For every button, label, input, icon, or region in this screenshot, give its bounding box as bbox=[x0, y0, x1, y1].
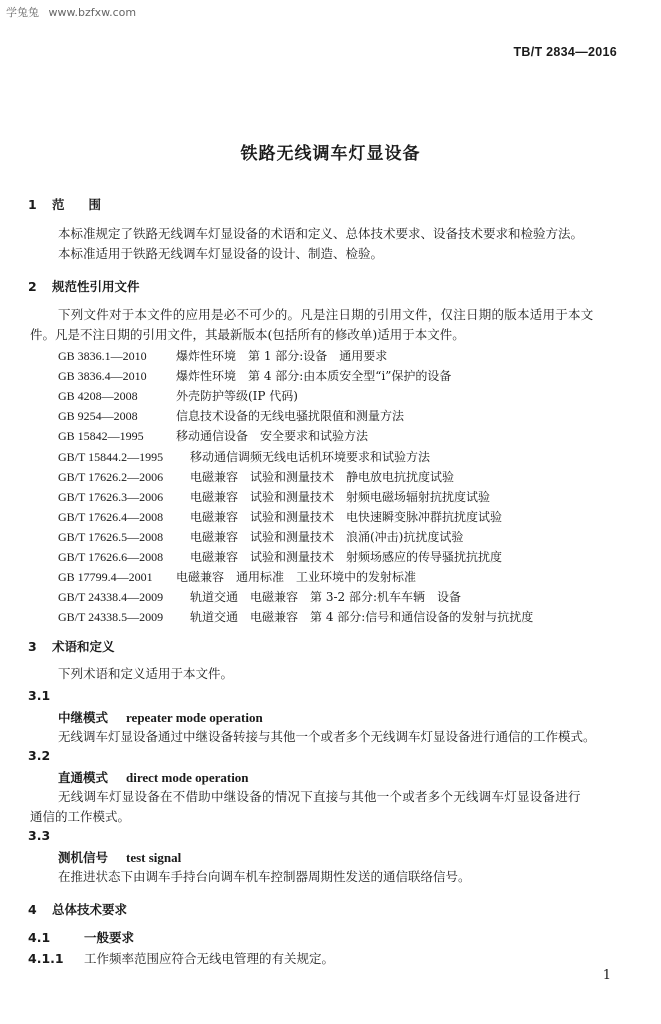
section-title: 范围 bbox=[52, 197, 126, 212]
watermark-url: www.bzfxw.com bbox=[48, 6, 137, 19]
reference-code: GB 15842—1995 bbox=[58, 429, 144, 444]
term-heading bbox=[58, 848, 181, 866]
reference-title: 轨道交通 电磁兼容 第 4 部分:信号和通信设备的发射与抗扰度 bbox=[190, 610, 534, 625]
section-3-heading bbox=[28, 637, 115, 655]
term-en: repeater mode operation bbox=[126, 710, 263, 725]
section-number: 4 bbox=[28, 902, 37, 917]
term-number: 3.2 bbox=[28, 748, 51, 763]
reference-code: GB/T 15844.2—1995 bbox=[58, 449, 164, 464]
reference-code: GB 4208—2008 bbox=[58, 389, 138, 404]
term-number: 3.3 bbox=[28, 828, 51, 843]
reference-code: GB/T 24338.5—2009 bbox=[58, 610, 164, 625]
section-number: 2 bbox=[28, 279, 37, 294]
clause bbox=[28, 949, 334, 967]
reference-item bbox=[58, 410, 404, 422]
subsection-number: 4.1 bbox=[28, 930, 51, 945]
section-number: 3 bbox=[28, 639, 37, 654]
reference-code: GB/T 17626.2—2006 bbox=[58, 469, 164, 484]
paragraph: 下列文件对于本文件的应用是必不可少的。凡是注日期的引用文件，仅注日期的版本适用于本文 bbox=[58, 307, 594, 322]
reference-code: GB/T 17626.6—2008 bbox=[58, 550, 164, 564]
reference-title: 爆炸性环境 第 4 部分:由本质安全型“i”保护的设备 bbox=[176, 369, 452, 384]
reference-item bbox=[58, 591, 461, 603]
term-definition-cont: 通信的工作模式。 bbox=[30, 809, 131, 824]
reference-title: 外壳防护等级(IP 代码) bbox=[176, 389, 298, 404]
reference-title: 电磁兼容 通用标准 工业环境中的发射标准 bbox=[176, 570, 417, 585]
reference-item bbox=[58, 511, 502, 523]
term-zh: 直通模式 bbox=[58, 770, 109, 785]
reference-title: 电磁兼容 试验和测量技术 浪涌(冲击)抗扰度试验 bbox=[190, 529, 464, 544]
reference-code: GB 3836.4—2010 bbox=[58, 369, 147, 384]
paragraph: 下列术语和定义适用于本文件。 bbox=[58, 666, 234, 681]
reference-item bbox=[58, 430, 368, 442]
reference-title: 电磁兼容 试验和测量技术 射频电磁场辐射抗扰度试验 bbox=[190, 489, 491, 504]
reference-item bbox=[58, 370, 451, 382]
term-definition: 在推进状态下由调车手持台向调车机车控制器周期性发送的通信联络信号。 bbox=[58, 869, 471, 884]
document-title: 铁路无线调车灯显设备 bbox=[240, 144, 421, 164]
reference-item bbox=[58, 571, 416, 583]
subsection-heading bbox=[28, 928, 134, 946]
reference-title: 移动通信调频无线电话机环境要求和试验方法 bbox=[190, 449, 431, 464]
term-zh: 中继模式 bbox=[58, 710, 109, 725]
section-number: 1 bbox=[28, 197, 37, 212]
reference-title: 轨道交通 电磁兼容 第 3-2 部分:机车车辆 设备 bbox=[190, 590, 461, 605]
term-zh: 测机信号 bbox=[58, 850, 109, 865]
reference-item bbox=[58, 451, 430, 463]
paragraph: 本标准适用于铁路无线调车灯显设备的设计、制造、检验。 bbox=[58, 246, 384, 261]
paragraph: 本标准规定了铁路无线调车灯显设备的术语和定义、总体技术要求、设备技术要求和检验方法。 bbox=[58, 226, 584, 241]
reference-code: GB/T 17626.3—2006 bbox=[58, 489, 164, 504]
subsection-title: 一般要求 bbox=[84, 930, 135, 945]
section-2-heading bbox=[28, 277, 140, 295]
section-1-heading bbox=[28, 195, 125, 213]
reference-title: 电磁兼容 试验和测量技术 射频场感应的传导骚扰抗扰度 bbox=[190, 550, 503, 564]
reference-code: GB/T 24338.4—2009 bbox=[58, 590, 164, 605]
reference-title: 移动通信设备 安全要求和试验方法 bbox=[176, 429, 369, 444]
term-en: direct mode operation bbox=[126, 770, 249, 785]
reference-item bbox=[58, 531, 463, 543]
clause-number: 4.1.1 bbox=[28, 951, 64, 966]
watermark bbox=[6, 4, 136, 20]
reference-item bbox=[58, 350, 387, 362]
standard-number: TB/T 2834—2016 bbox=[513, 45, 617, 59]
clause-text: 工作频率范围应符合无线电管理的有关规定。 bbox=[84, 951, 335, 966]
reference-item bbox=[58, 471, 454, 483]
section-title: 规范性引用文件 bbox=[52, 279, 140, 294]
term-heading bbox=[58, 708, 263, 726]
reference-item bbox=[58, 551, 502, 563]
term-definition: 无线调车灯显设备在不借助中继设备的情况下直接与其他一个或者多个无线调车灯显设备进行 bbox=[58, 789, 581, 804]
reference-title: 电磁兼容 试验和测量技术 静电放电抗扰度试验 bbox=[190, 469, 455, 484]
page-number: 1 bbox=[602, 968, 611, 983]
reference-item bbox=[58, 491, 490, 503]
reference-code: GB 9254—2008 bbox=[58, 409, 138, 424]
reference-code: GB 17799.4—2001 bbox=[58, 570, 153, 585]
term-en: test signal bbox=[126, 850, 182, 865]
reference-item bbox=[58, 390, 298, 402]
term-definition: 无线调车灯显设备通过中继设备转接与其他一个或者多个无线调车灯显设备进行通信的工作模式。 bbox=[58, 729, 596, 744]
reference-title: 信息技术设备的无线电骚扰限值和测量方法 bbox=[176, 409, 405, 424]
paragraph: 件。凡是不注日期的引用文件，其最新版本(包括所有的修改单)适用于本文件。 bbox=[30, 327, 465, 342]
reference-code: GB 3836.1—2010 bbox=[58, 349, 147, 363]
reference-code: GB/T 17626.5—2008 bbox=[58, 529, 164, 544]
section-title: 总体技术要求 bbox=[52, 902, 128, 917]
term-heading bbox=[58, 768, 249, 786]
section-title: 术语和定义 bbox=[52, 639, 115, 654]
reference-item bbox=[58, 611, 533, 623]
reference-title: 电磁兼容 试验和测量技术 电快速瞬变脉冲群抗扰度试验 bbox=[190, 509, 503, 524]
reference-title: 爆炸性环境 第 1 部分:设备 通用要求 bbox=[176, 349, 388, 363]
reference-code: GB/T 17626.4—2008 bbox=[58, 509, 164, 524]
term-number: 3.1 bbox=[28, 688, 51, 703]
section-4-heading bbox=[28, 900, 127, 918]
watermark-site: 学兔兔 bbox=[6, 6, 39, 19]
